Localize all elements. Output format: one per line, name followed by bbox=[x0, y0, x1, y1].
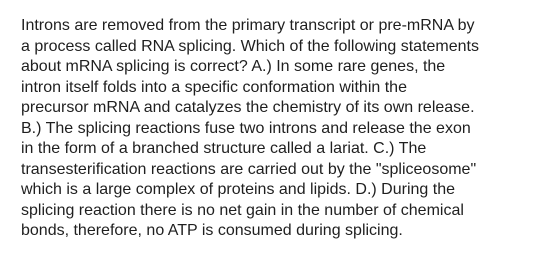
question-line: transesterification reactions are carried out by the "spliceosome" bbox=[21, 160, 477, 178]
question-line: intron itself folds into a specific conformation within the bbox=[21, 78, 407, 96]
question-line: about mRNA splicing is correct? A.) In some rare genes, the bbox=[21, 58, 446, 75]
question-line: in the form of a branched structure called a lariat. C.) The bbox=[21, 140, 427, 157]
question-line: Introns are removed from the primary transcript or pre-mRNA by bbox=[21, 17, 475, 34]
question-line: precursor mRNA and catalyzes the chemistry of its own release. bbox=[21, 99, 475, 116]
question-line: a process called RNA splicing. Which of the following statements bbox=[21, 37, 479, 55]
question-line: which is a large complex of proteins and lipids. D.) During the bbox=[21, 181, 455, 198]
question-line: bonds, therefore, no ATP is consumed during splicing. bbox=[21, 222, 403, 239]
question-line: B.) The splicing reactions fuse two introns and release the exon bbox=[21, 119, 471, 137]
question-text bbox=[21, 16, 551, 242]
question-line: splicing reaction there is no net gain in the number of chemical bbox=[21, 201, 464, 219]
